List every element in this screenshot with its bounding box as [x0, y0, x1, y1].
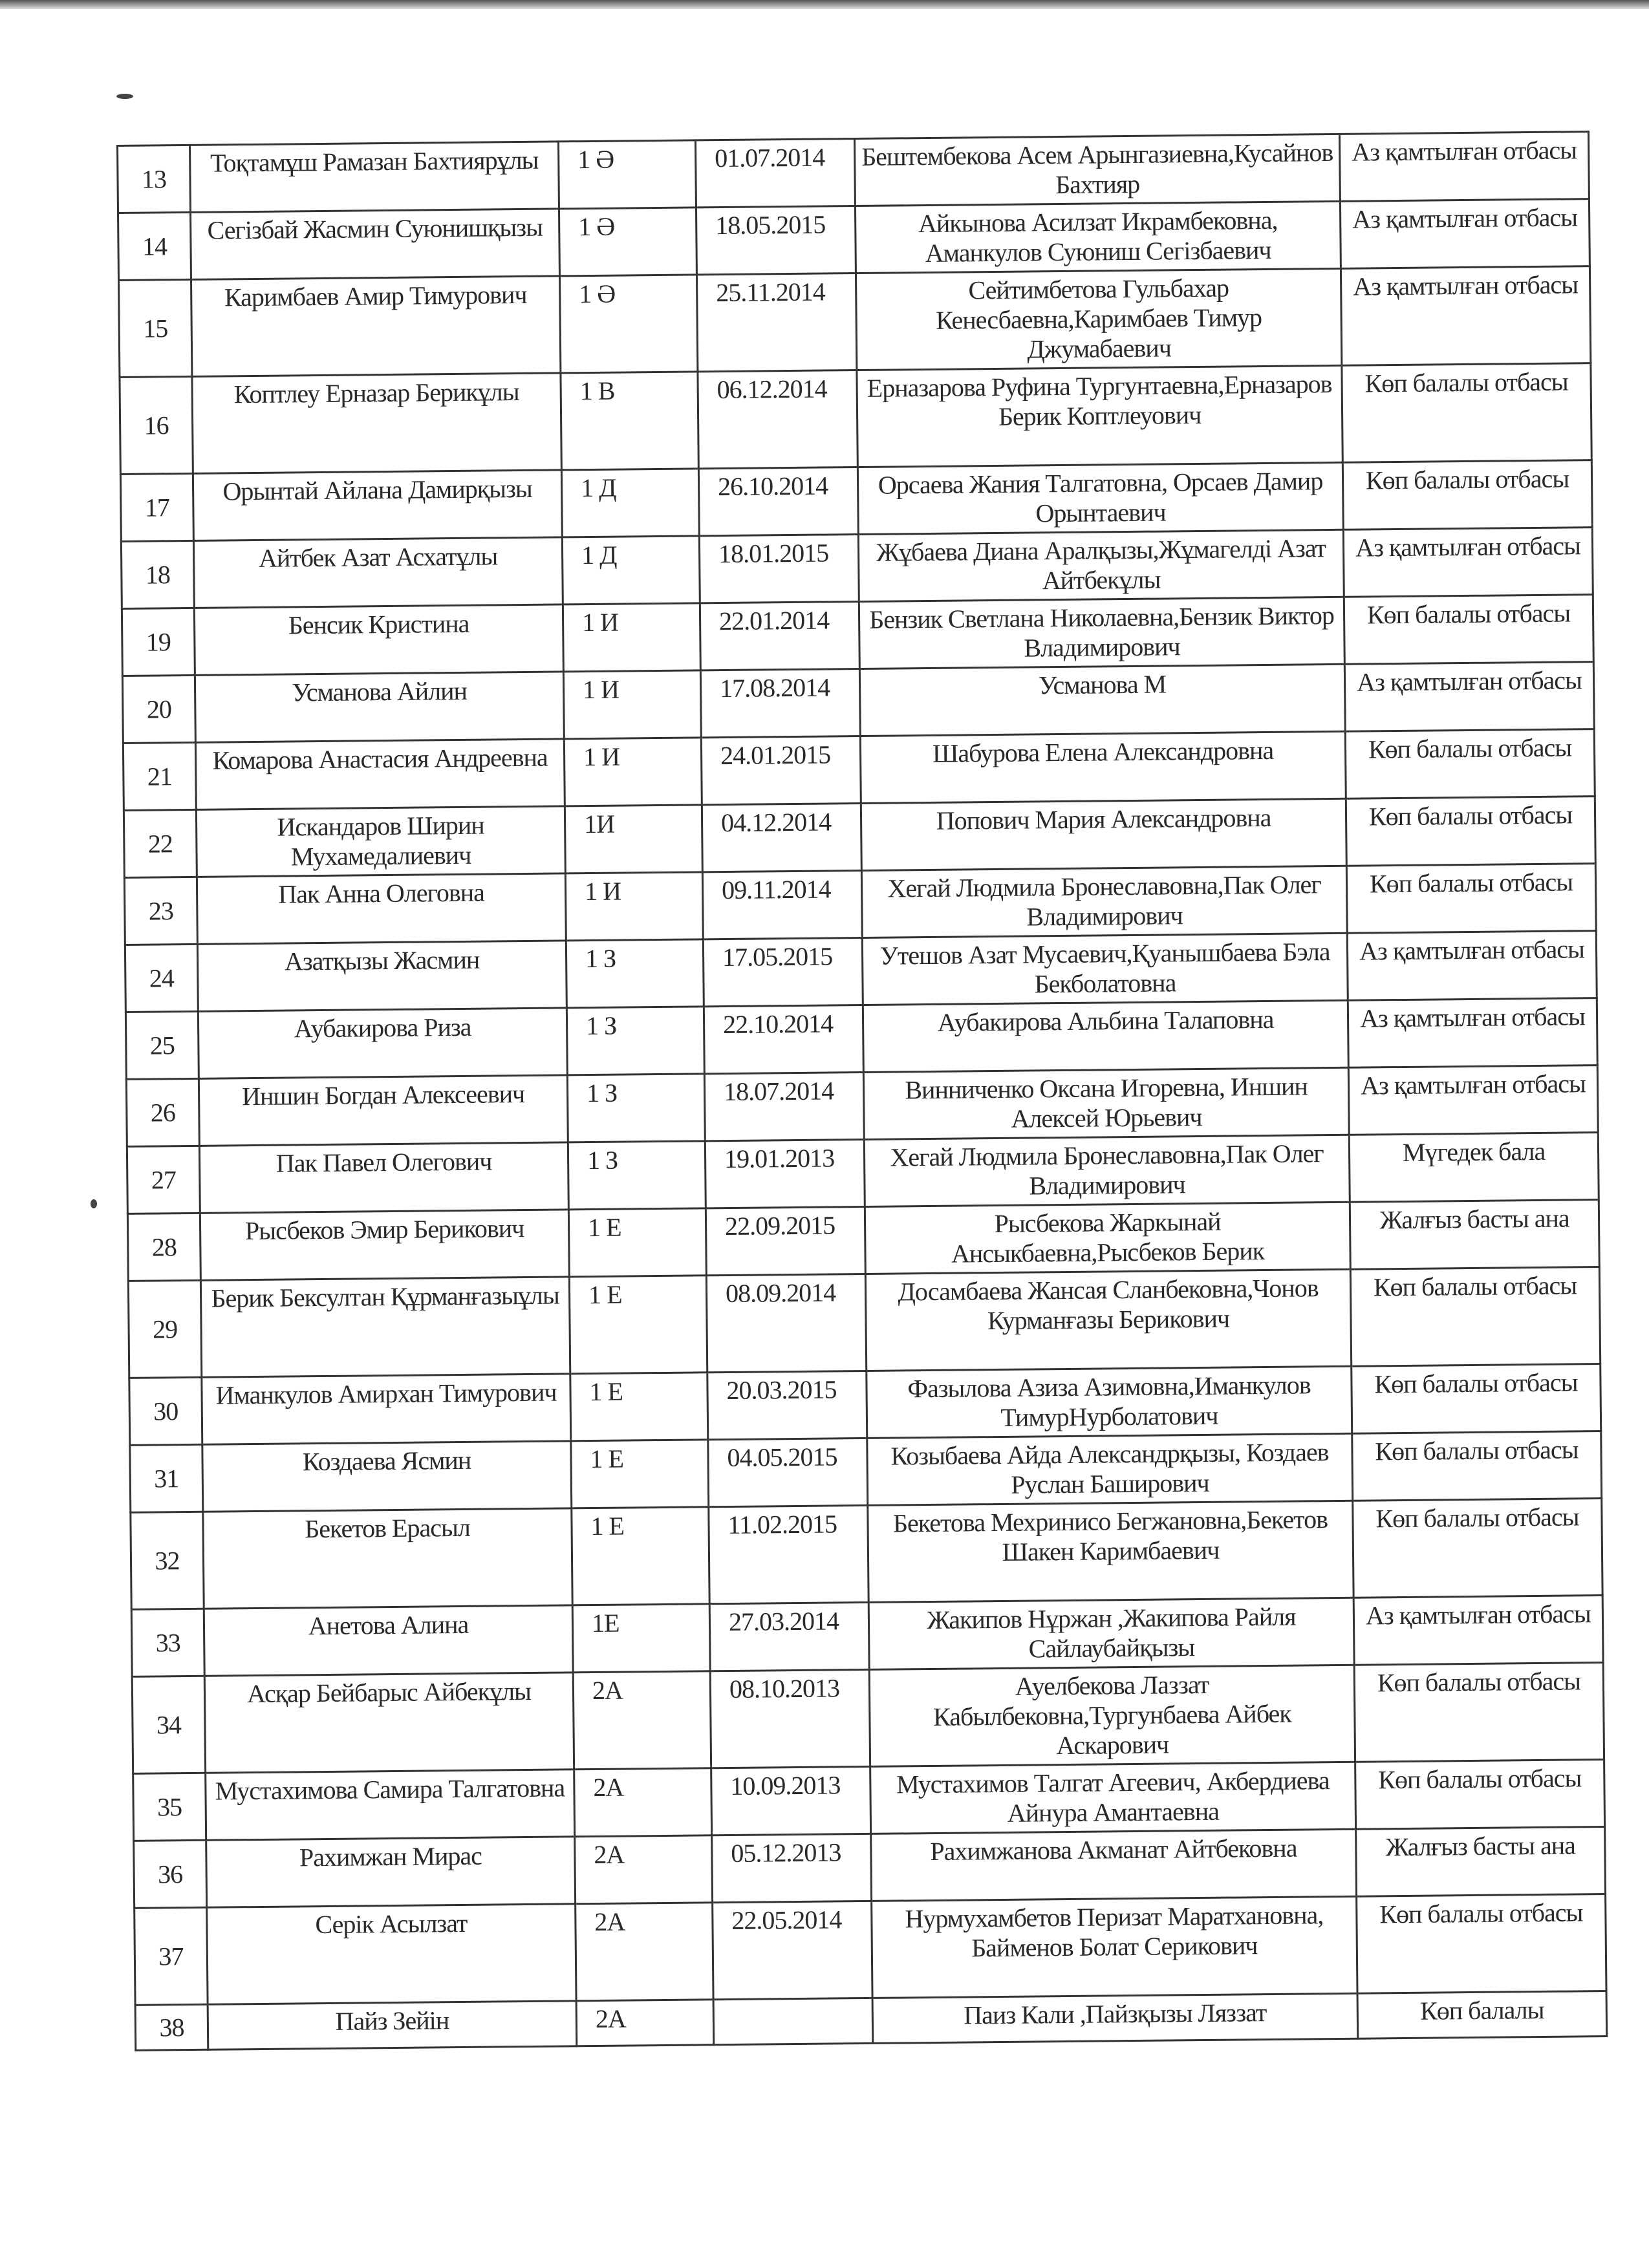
student-name: Серік Асылзат [207, 1904, 576, 2004]
row-number: 17 [120, 473, 193, 541]
row-number: 19 [122, 608, 195, 676]
social-status: Жалғыз басты ана [1350, 1200, 1599, 1270]
birth-date: 09.11.2014 [702, 870, 862, 939]
student-name: Комарова Анастасия Андреевна [195, 739, 565, 809]
birth-date: 20.03.2015 [707, 1371, 867, 1439]
row-number: 28 [127, 1213, 200, 1281]
parents-names: Нурмухамбетов Перизат Маратхановна, Байменов Болат Серикович [872, 1896, 1357, 1998]
social-status: Көп балалы отбасы [1346, 864, 1596, 934]
birth-date: 18.01.2015 [699, 535, 859, 603]
class-name: 2А [576, 1903, 713, 2001]
birth-date: 18.05.2015 [696, 206, 856, 275]
birth-date: 22.09.2015 [706, 1206, 865, 1275]
student-name: Берик Бексултан Құрманғазыұлы [200, 1277, 570, 1377]
social-status: Көп балалы отбасы [1344, 595, 1593, 665]
row-number: 38 [135, 2004, 208, 2050]
student-name: Бенсик Кристина [194, 604, 563, 675]
row-number: 15 [119, 279, 192, 377]
row-number: 26 [126, 1078, 199, 1146]
birth-date: 05.12.2013 [712, 1834, 872, 1902]
parents-names: Ерназарова Руфина Тургунтаевна,Ерназаров Берик Коптлеуович [857, 365, 1342, 467]
row-number: 20 [122, 675, 195, 743]
student-name: Асқар Бейбарыс Айбекұлы [204, 1673, 574, 1773]
parents-names: Айкынова Асилзат Икрамбековна, Аманкулов Суюниш Сегізбаевич [855, 201, 1341, 273]
birth-date: 10.09.2013 [711, 1766, 871, 1835]
class-name: 1 Ә [559, 208, 696, 276]
class-name: 1 И [564, 738, 702, 806]
student-name: Коптлеу Ерназар Берикұлы [192, 373, 561, 473]
parents-names: Фазылова Азиза Азимовна,Иманкулов ТимурНурболатович [867, 1366, 1352, 1438]
parents-names: Бензик Светлана Николаевна,Бензик Виктор Владимирович [859, 597, 1344, 669]
social-status: Көп балалы отбасы [1345, 729, 1595, 799]
parents-names: Хегай Людмила Бронеславовна,Пак Олег Владимирович [864, 1135, 1350, 1206]
birth-date: 11.02.2015 [709, 1505, 868, 1603]
birth-date: 26.10.2014 [698, 467, 858, 536]
social-status: Көп балалы [1357, 1991, 1607, 2039]
row-number: 32 [131, 1512, 204, 1609]
student-name: Аубакирова Риза [198, 1008, 567, 1078]
class-name: 1 З [566, 1007, 704, 1075]
row-number: 23 [124, 877, 197, 945]
student-name: Коздаева Ясмин [202, 1441, 572, 1512]
birth-date: 17.05.2015 [703, 937, 863, 1006]
row-number: 14 [118, 212, 191, 280]
birth-date: 22.10.2014 [704, 1005, 863, 1073]
social-status: Көп балалы отбасы [1342, 460, 1592, 530]
parents-names: Жакипов Нұржан ,Жакипова Райля Сайлаубайқызы [868, 1598, 1354, 1669]
class-name: 1 Ә [558, 140, 696, 209]
table-row [131, 1499, 1602, 1610]
social-status: Жалғыз басты ана [1356, 1827, 1606, 1897]
parents-names: Орсаева Жания Талгатовна, Орсаев Дамир Орынтаевич [857, 462, 1343, 534]
student-name: Азатқызы Жасмин [197, 941, 566, 1011]
student-name: Бекетов Ерасыл [203, 1508, 572, 1609]
class-name: 1 З [567, 1074, 705, 1142]
parents-names: Бекетова Мехринисо Бегжановна,Бекетов Шакен Каримбаевич [868, 1501, 1353, 1602]
parents-names: Рахимжанова Акманат Айтбековна [871, 1829, 1357, 1901]
birth-date: 18.07.2014 [704, 1072, 864, 1140]
social-status: Көп балалы отбасы [1342, 363, 1591, 463]
social-status: Аз қамтылған отбасы [1339, 132, 1589, 202]
row-number: 34 [132, 1676, 205, 1773]
parents-names: Паиз Кали ,Пайзқызы Ляззат [872, 1993, 1358, 2043]
parents-names: Жұбаева Диана Аралқызы,Жұмагелді Азат Айтбекұлы [858, 530, 1344, 601]
parents-names: Шабурова Елена Александровна [860, 731, 1346, 803]
social-status: Көп балалы отбасы [1352, 1431, 1602, 1501]
row-number: 33 [131, 1609, 204, 1676]
social-status: Аз қамтылған отбасы [1343, 528, 1593, 597]
class-name: 1 Е [571, 1440, 709, 1508]
class-name: 1 Д [562, 536, 700, 604]
row-number: 18 [121, 540, 194, 608]
student-name: Рысбеков Эмир Берикович [200, 1210, 569, 1280]
parents-names: Винниченко Оксана Игоревна, Иншин Алексей Юрьевич [863, 1067, 1349, 1139]
birth-date: 08.09.2014 [706, 1274, 866, 1372]
student-name: Иншин Богдан Алексеевич [199, 1075, 568, 1146]
scan-top-edge [0, 0, 1649, 9]
social-status: Көп балалы отбасы [1357, 1894, 1606, 1994]
scan-speck [116, 94, 133, 99]
class-name: 1 И [563, 603, 700, 672]
birth-date: 06.12.2014 [698, 370, 857, 469]
class-name: 1 Е [569, 1276, 707, 1374]
table-row [132, 1663, 1604, 1774]
row-number: 24 [125, 944, 198, 1012]
row-number: 13 [118, 145, 191, 213]
class-name: 1 И [563, 670, 701, 739]
student-name: Мустахимова Самира Талгатовна [206, 1770, 575, 1840]
social-status: Көп балалы отбасы [1354, 1663, 1604, 1762]
row-number: 25 [125, 1011, 199, 1079]
row-number: 27 [127, 1146, 200, 1214]
birth-date: 01.07.2014 [695, 139, 855, 208]
social-status: Аз қамтылған отбасы [1347, 931, 1597, 1001]
parents-names: Усманова М [859, 664, 1345, 736]
student-name: Айтбек Азат Асхатұлы [193, 537, 563, 608]
birth-date: 27.03.2014 [709, 1602, 869, 1671]
birth-date: 17.08.2014 [700, 669, 860, 738]
birth-date: 04.05.2015 [708, 1438, 868, 1506]
student-name: Сегізбай Жасмин Суюнишқызы [191, 209, 560, 279]
parents-names: Сейтимбетова Гульбахар Кенесбаевна,Каримбаев Тимур Джумабаевич [856, 268, 1341, 370]
row-number: 29 [128, 1280, 201, 1378]
parents-names: Ауелбекова Лаззат Кабылбековна,Тургунбаева Айбек Аскарович [869, 1665, 1355, 1766]
row-number: 35 [133, 1773, 206, 1841]
table-row [128, 1267, 1600, 1378]
class-name: 1Е [572, 1604, 710, 1673]
class-name: 1 Е [572, 1507, 709, 1605]
parents-names: Бештембекова Асем Арынгазиевна,Кусайнов Бахтияр [854, 134, 1340, 206]
class-name: 1 З [566, 939, 704, 1008]
students-table [116, 131, 1608, 2051]
class-name: 1И [565, 805, 702, 873]
student-name: Пак Анна Олеговна [197, 873, 566, 944]
parents-names: Попович Мария Александровна [861, 798, 1346, 870]
class-name: 1 Д [561, 469, 699, 537]
class-name: 2А [574, 1768, 712, 1837]
row-number: 30 [129, 1377, 202, 1445]
parents-names: Досамбаева Жансая Сланбековна,Чонов Курманғазы Берикович [865, 1269, 1351, 1371]
class-name: 1 В [561, 372, 698, 470]
social-status: Аз қамтылған отбасы [1340, 199, 1590, 269]
social-status: Аз қамтылған отбасы [1353, 1596, 1603, 1665]
student-name: Пак Павел Олегович [199, 1142, 568, 1213]
social-status: Көп балалы отбасы [1352, 1364, 1601, 1434]
parents-names: Утешов Азат Мусаевич,Қуанышбаева Бэла Бекболатовна [862, 933, 1348, 1005]
class-name: 2А [573, 1671, 711, 1770]
social-status: Аз қамтылған отбасы [1341, 266, 1590, 366]
birth-date: 22.05.2014 [713, 1901, 872, 1999]
class-name: 1 Е [568, 1208, 706, 1277]
class-name: 1 Ә [559, 275, 697, 373]
row-number: 31 [130, 1444, 203, 1512]
class-name: 2А [575, 1835, 713, 1904]
birth-date: 19.01.2013 [705, 1139, 865, 1208]
class-name: 1 Е [570, 1373, 708, 1441]
social-status: Көп балалы отбасы [1350, 1267, 1600, 1367]
student-name: Рахимжан Мирас [206, 1837, 576, 1907]
social-status: Аз қамтылған отбасы [1348, 1065, 1598, 1135]
parents-names: Рысбекова Жаркынай Ансыкбаевна,Рысбеков Берик [865, 1202, 1350, 1274]
table-row [120, 363, 1591, 475]
class-name: 1 И [565, 872, 703, 941]
row-number: 22 [124, 809, 197, 877]
social-status: Көп балалы отбасы [1346, 797, 1595, 866]
student-name: Искандаров Ширин Мухамедалиевич [196, 806, 565, 877]
parents-names: Мустахимов Талгат Агеевич, Акбердиева Айнура Амантаевна [870, 1762, 1356, 1834]
student-name: Усманова Айлин [195, 672, 564, 742]
birth-date [713, 1998, 873, 2044]
class-name: 2А [576, 2000, 714, 2046]
birth-date: 22.01.2014 [700, 602, 859, 670]
parents-names: Аубакирова Альбина Талаповна [863, 1000, 1348, 1072]
student-name: Пайз Зейін [208, 2001, 577, 2049]
student-name: Анетова Алина [204, 1605, 573, 1676]
scan-speck [91, 1199, 97, 1208]
social-status: Аз қамтылған отбасы [1348, 998, 1597, 1068]
row-number: 37 [135, 1907, 208, 2005]
student-name: Орынтай Айлана Дамирқызы [193, 470, 562, 540]
table-row [119, 266, 1591, 378]
social-status: Аз қамтылған отбасы [1344, 662, 1594, 732]
class-name: 1 З [568, 1141, 706, 1210]
social-status: Көп балалы отбасы [1355, 1760, 1605, 1830]
student-name: Тоқтамұш Рамазан Бахтиярұлы [190, 142, 559, 212]
birth-date: 08.10.2013 [710, 1669, 870, 1768]
parents-names: Хегай Людмила Бронеславовна,Пак Олег Владимирович [861, 866, 1347, 937]
parents-names: Козыбаева Айда Александрқызы, Коздаев Руслан Баширович [867, 1433, 1353, 1505]
birth-date: 04.12.2014 [702, 803, 861, 872]
birth-date: 25.11.2014 [696, 273, 856, 372]
table-row [135, 1894, 1606, 2006]
row-number: 16 [120, 376, 193, 474]
student-name: Каримбаев Амир Тимурович [191, 276, 561, 376]
social-status: Мүгедек бала [1349, 1133, 1599, 1203]
social-status: Көп балалы отбасы [1353, 1499, 1602, 1598]
birth-date: 24.01.2015 [701, 736, 861, 804]
row-number: 36 [134, 1840, 207, 1908]
student-name: Иманкулов Амирхан Тимурович [202, 1374, 571, 1444]
row-number: 21 [123, 742, 196, 810]
